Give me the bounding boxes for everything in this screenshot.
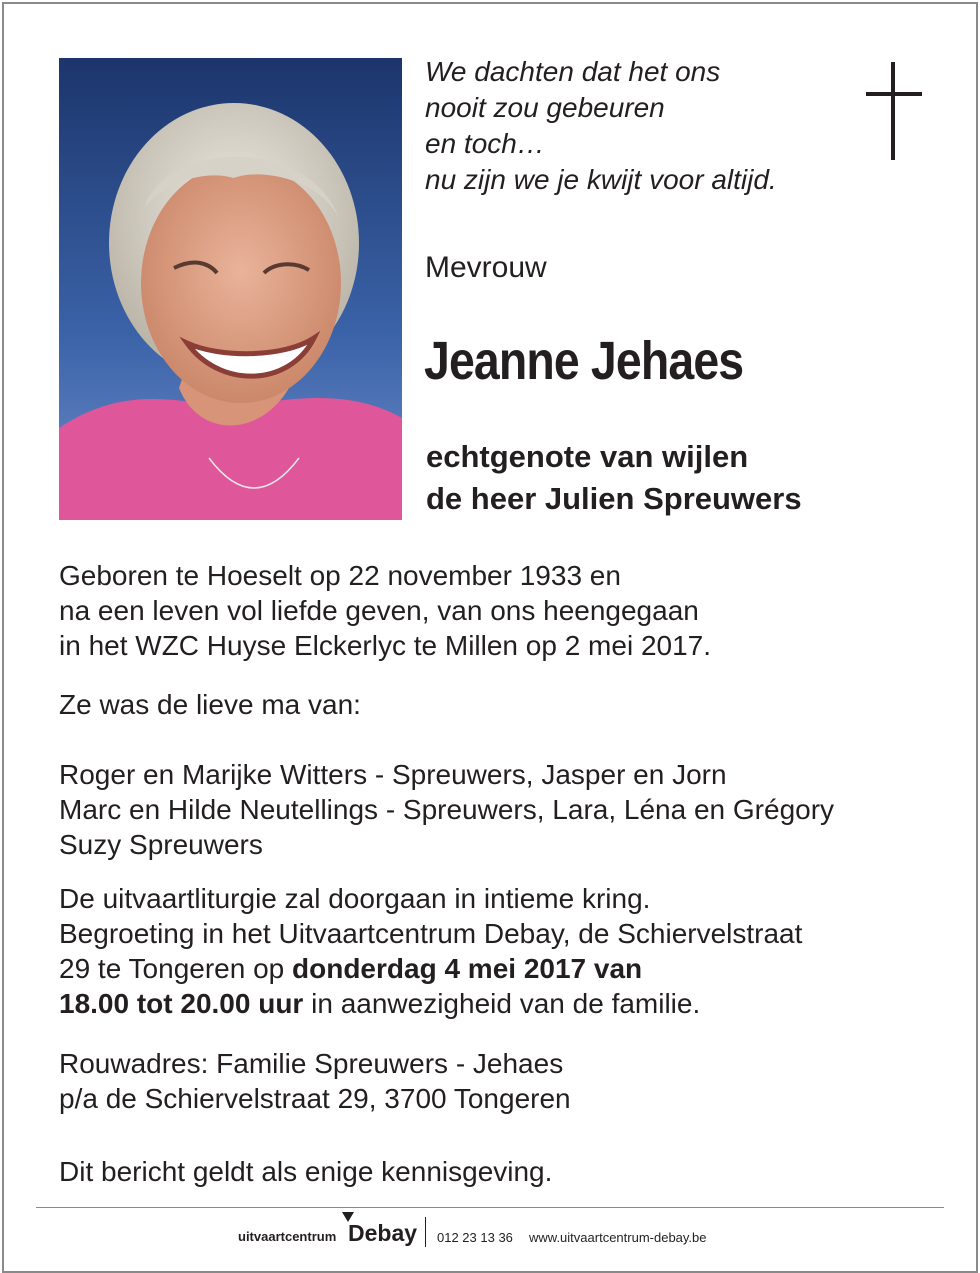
poem-line: en toch… xyxy=(425,128,545,159)
footer-phone: 012 23 13 36 xyxy=(437,1230,513,1245)
brand-name: Debay xyxy=(348,1220,418,1246)
paragraph-line xyxy=(59,951,949,986)
family-member: Suzy Spreuwers xyxy=(59,829,263,860)
brand-small-text: uitvaartcentrum xyxy=(238,1229,337,1244)
paragraph-line: Begroeting in het Uitvaartcentrum Debay, de Schiervelstraat xyxy=(59,918,803,949)
family-member: Marc en Hilde Neutellings - Spreuwers, Lara, Léna en Grégory xyxy=(59,794,835,825)
paragraph-line xyxy=(59,986,949,1021)
paragraph-text: in aanwezigheid van de familie. xyxy=(303,988,701,1019)
notice-line: Dit bericht geldt als enige kennisgeving. xyxy=(59,1156,553,1187)
visitation-date: donderdag 4 mei 2017 van xyxy=(292,953,643,984)
cross-icon xyxy=(864,62,924,160)
poem-line: nu zijn we je kwijt voor altijd. xyxy=(425,164,777,195)
footer-website: www.uitvaartcentrum-debay.be xyxy=(529,1230,707,1245)
paragraph-line: in het WZC Huyse Elckerlyc te Millen op 2 mei 2017. xyxy=(59,630,712,661)
address-line: p/a de Schiervelstraat 29, 3700 Tongeren xyxy=(59,1083,571,1114)
memorial-poem xyxy=(425,54,855,198)
paragraph-line: De uitvaartliturgie zal doorgaan in intieme kring. xyxy=(59,883,651,914)
portrait-photo xyxy=(59,58,402,520)
poem-line: nooit zou gebeuren xyxy=(425,92,665,123)
footer-separator xyxy=(425,1217,426,1247)
family-member: Roger en Marijke Witters - Spreuwers, Jasper en Jorn xyxy=(59,759,727,790)
footer-bar xyxy=(238,1212,758,1252)
address-line: Rouwadres: Familie Spreuwers - Jehaes xyxy=(59,1048,564,1079)
deceased-name: Jeanne Jehaes xyxy=(424,331,744,391)
family-list xyxy=(59,757,949,862)
deceased-title: Mevrouw xyxy=(425,251,547,284)
paragraph-text: 29 te Tongeren op xyxy=(59,953,293,984)
spouse-info xyxy=(426,436,802,520)
birth-death-paragraph xyxy=(59,558,949,663)
funeral-paragraph xyxy=(59,881,949,1021)
family-intro: Ze was de lieve ma van: xyxy=(59,689,361,720)
visitation-time: 18.00 tot 20.00 uur xyxy=(59,988,304,1019)
spouse-line: echtgenote van wijlen xyxy=(426,439,749,474)
poem-line: We dachten dat het ons xyxy=(425,56,721,87)
paragraph-line: na een leven vol liefde geven, van ons heengegaan xyxy=(59,595,699,626)
paragraph-line: Geboren te Hoeselt op 22 november 1933 en xyxy=(59,560,621,591)
mourning-address xyxy=(59,1046,949,1116)
spouse-line: de heer Julien Spreuwers xyxy=(426,481,802,516)
footer-divider xyxy=(36,1207,944,1208)
